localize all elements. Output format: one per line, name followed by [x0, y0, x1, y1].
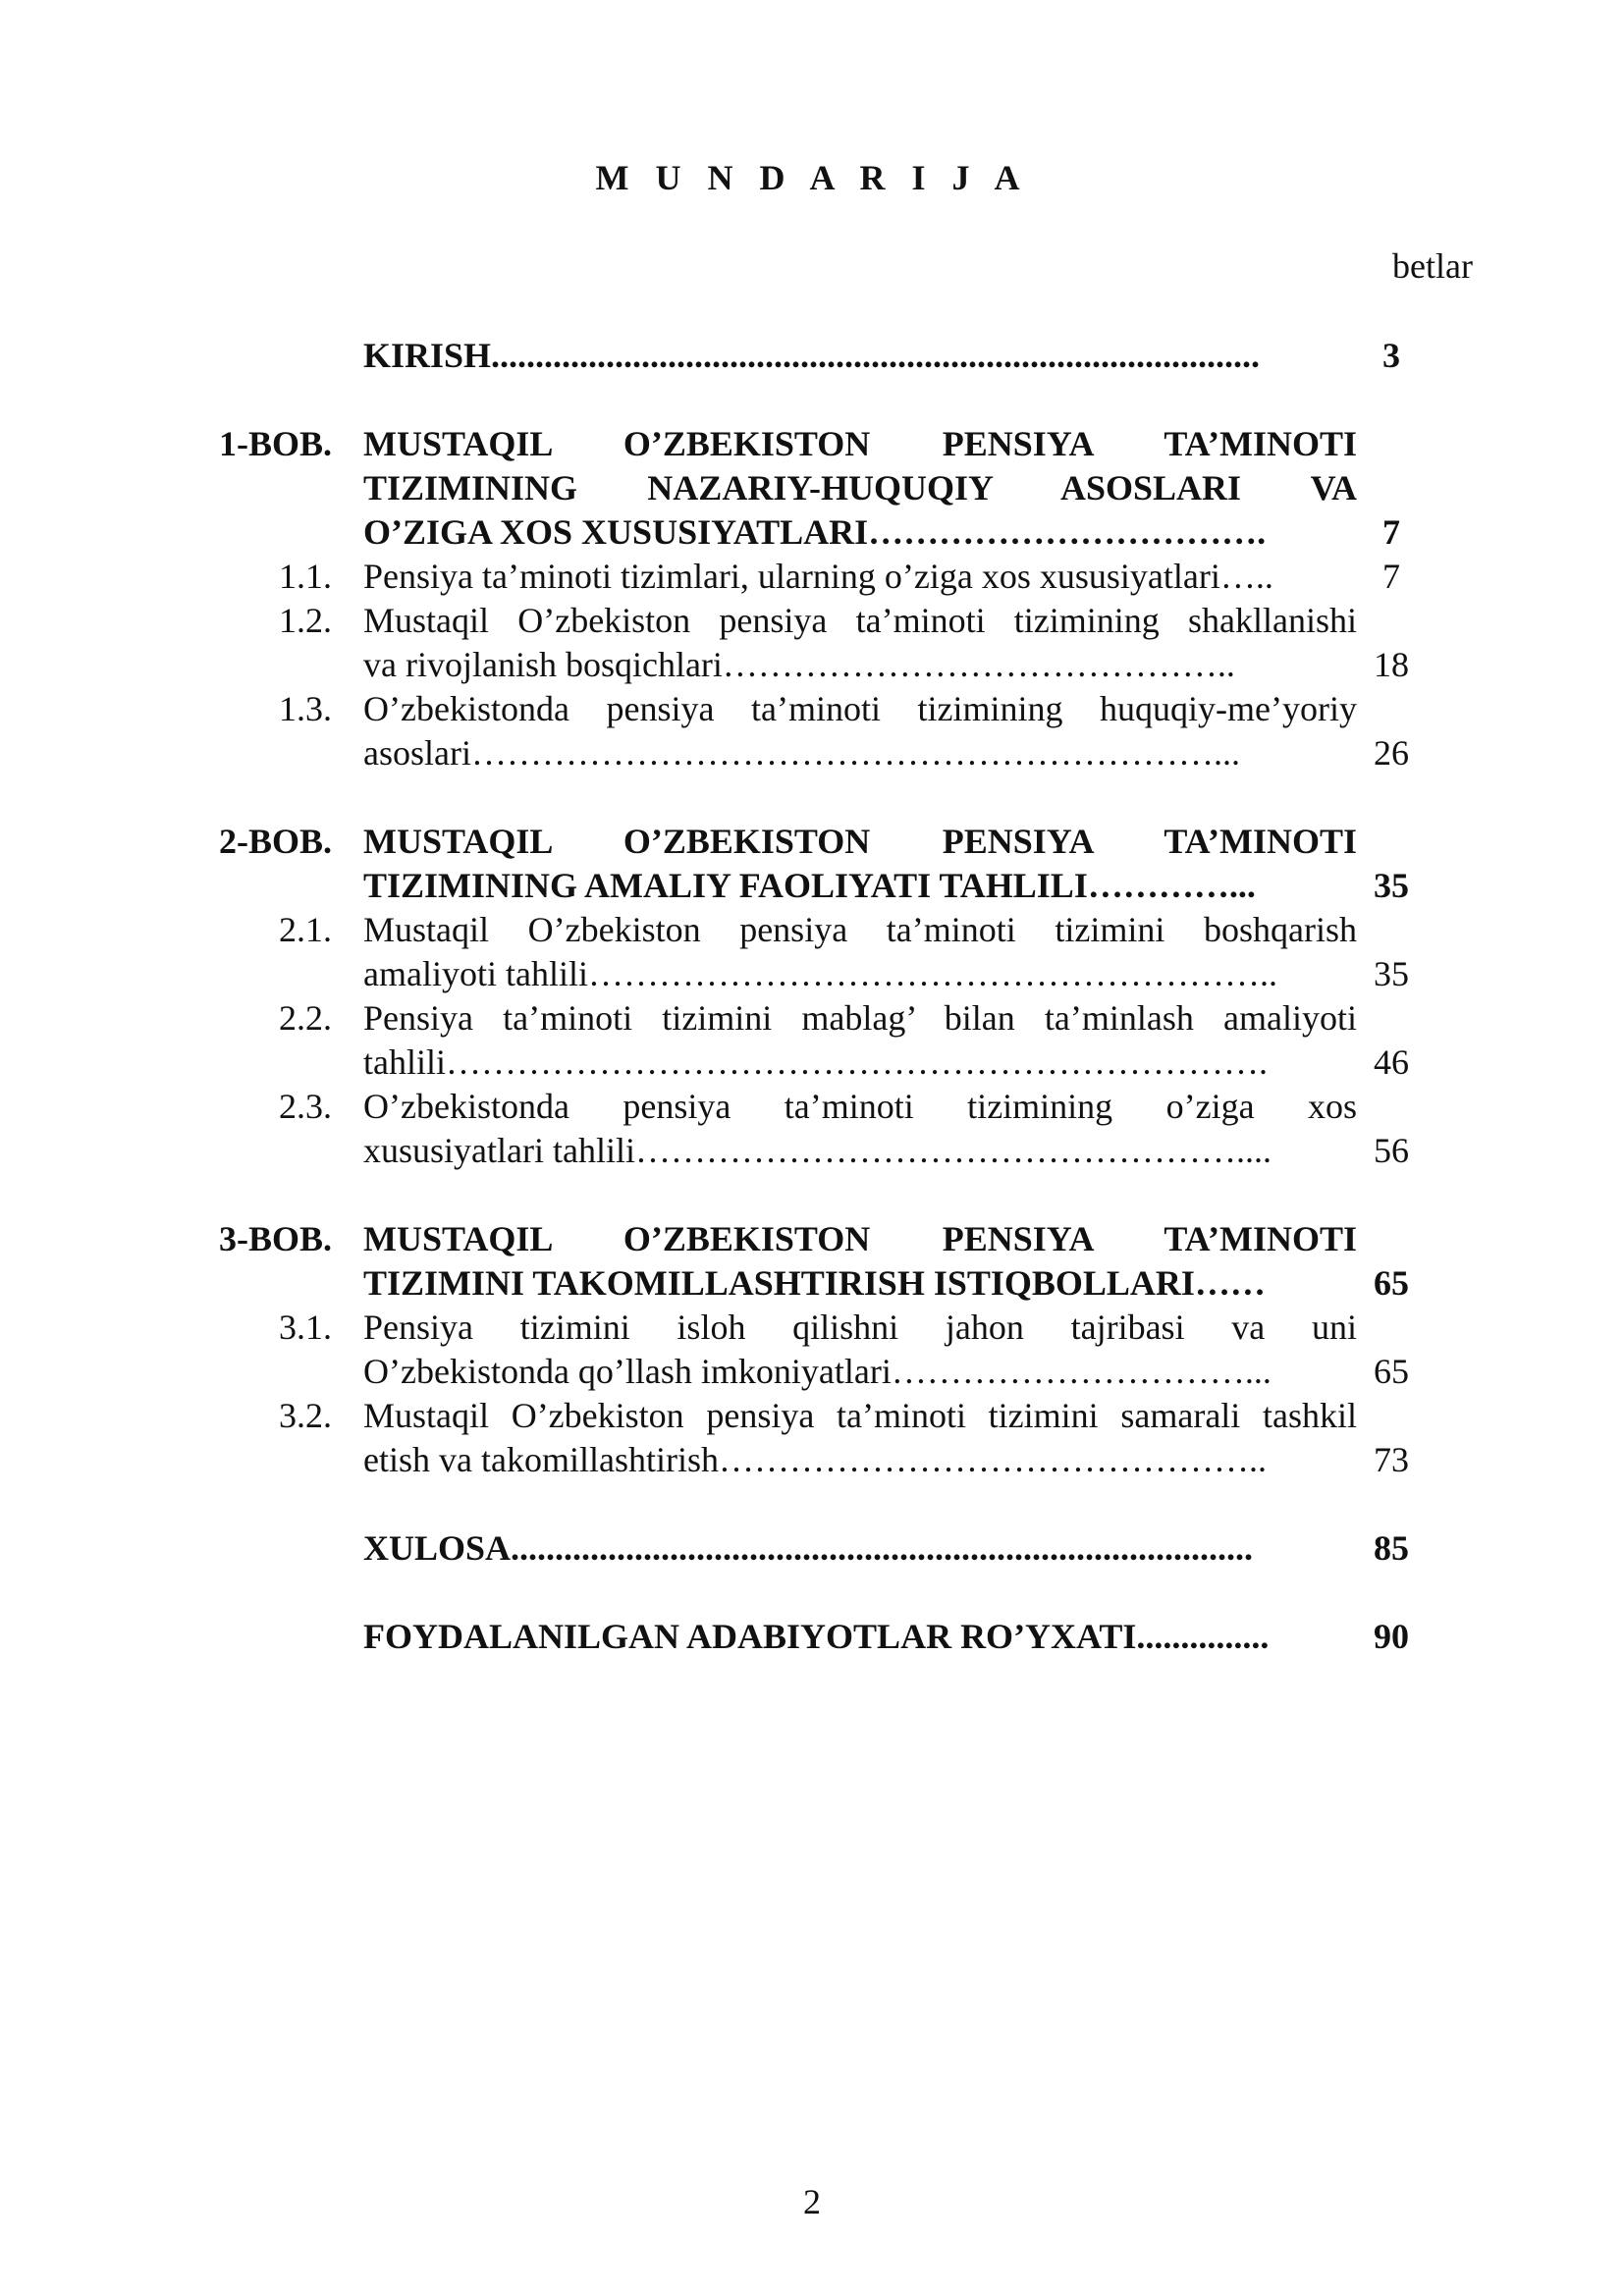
toc-page-number: 3 — [1382, 336, 1400, 375]
table-of-contents — [0, 334, 1624, 1659]
toc-page-number: 65 — [1374, 1352, 1409, 1391]
toc-page-number: 56 — [1374, 1131, 1409, 1170]
page-title: M U N D A R I J A — [595, 158, 1029, 197]
section-title-line: etish va takomillashtirish……………………………………….. — [363, 1440, 1267, 1479]
section-title-line: Mustaqil O’zbekiston pensiya ta’minoti tizimini samarali tashkil — [363, 1396, 1357, 1435]
toc-page-number: 35 — [1374, 866, 1409, 905]
toc-entry-title: XULOSA.................................................................................... — [363, 1528, 1254, 1568]
section-number: 3.2. — [279, 1396, 332, 1435]
toc-section-2-1[interactable] — [0, 908, 1624, 996]
toc-section-1-1[interactable] — [0, 555, 1624, 599]
section-title-line: tahlili……………………………………………………………. — [363, 1042, 1268, 1082]
chapter-title-line: TIZIMINING NAZARIY-HUQUQIY ASOSLARI VA — [363, 468, 1357, 507]
toc-section-1-3[interactable] — [0, 687, 1624, 775]
chapter-title-line: O’ZIGA XOS XUSUSIYATLARI……………………………. — [363, 512, 1267, 552]
toc-page-number: 85 — [1374, 1528, 1409, 1568]
section-title-line: Pensiya ta’minoti tizimlari, ularning o’ziga xos xususiyatlari….. — [363, 557, 1273, 596]
section-title-line: amaliyoti tahlili………………………………………………….. — [363, 954, 1277, 993]
toc-chapter-3[interactable] — [0, 1217, 1624, 1306]
section-number: 1.2. — [279, 601, 332, 640]
chapter-title-line: TIZIMINING AMALIY FAOLIYATI TAHLILI…………... — [363, 866, 1256, 905]
section-title-line: xususiyatlari tahlili…………………………………………….... — [363, 1131, 1272, 1170]
section-number: 2.3. — [279, 1087, 332, 1126]
section-number: 1.1. — [279, 557, 332, 596]
chapter-number: 3-BOB. — [218, 1219, 332, 1258]
toc-page-number: 7 — [1382, 557, 1400, 596]
section-number: 2.2. — [279, 998, 332, 1038]
toc-section-3-1[interactable] — [0, 1306, 1624, 1394]
toc-page-number: 18 — [1374, 645, 1409, 684]
section-title-line: Mustaqil O’zbekiston pensiya ta’minoti tizimining shakllanishi — [363, 601, 1357, 640]
section-title-line: O’zbekistonda qo’llash imkoniyatlari…………………………... — [363, 1352, 1272, 1391]
chapter-title-line: TIZIMINI TAKOMILLASHTIRISH ISTIQBOLLARI…… — [363, 1263, 1266, 1303]
toc-page-number: 90 — [1374, 1617, 1409, 1656]
page-number: 2 — [803, 2182, 821, 2221]
section-title-line: O’zbekistonda pensiya ta’minoti tizimining o’ziga xos — [363, 1087, 1357, 1126]
toc-page-number: 7 — [1382, 512, 1400, 552]
chapter-title-line: MUSTAQIL O’ZBEKISTON PENSIYA TA’MINOTI — [363, 424, 1357, 463]
toc-page-number: 46 — [1374, 1042, 1409, 1082]
chapter-number: 1-BOB. — [218, 424, 332, 463]
toc-entry-kirish[interactable] — [0, 334, 1624, 378]
toc-page-number: 65 — [1374, 1263, 1409, 1303]
section-title-line: O’zbekistonda pensiya ta’minoti tizimining huquqiy-me’yoriy — [363, 689, 1357, 728]
toc-section-3-2[interactable] — [0, 1394, 1624, 1482]
section-title-line: asoslari………………………………………………………... — [363, 733, 1240, 773]
section-title-line: Pensiya tizimini isloh qilishni jahon tajribasi va uni — [363, 1308, 1357, 1347]
section-title-line: va rivojlanish bosqichlari…………………………………….. — [363, 645, 1235, 684]
toc-section-2-3[interactable] — [0, 1085, 1624, 1173]
toc-section-1-2[interactable] — [0, 599, 1624, 687]
toc-section-2-2[interactable] — [0, 996, 1624, 1085]
chapter-number: 2-BOB. — [218, 822, 332, 861]
toc-entry-xulosa[interactable] — [0, 1526, 1624, 1571]
toc-page-number: 35 — [1374, 954, 1409, 993]
toc-page-number: 73 — [1374, 1440, 1409, 1479]
pages-column-header: betlar — [1392, 246, 1473, 286]
section-number: 2.1. — [279, 910, 332, 949]
section-title-line: Mustaqil O’zbekiston pensiya ta’minoti tizimini boshqarish — [363, 910, 1357, 949]
toc-chapter-2[interactable] — [0, 820, 1624, 908]
toc-entry-title: FOYDALANILGAN ADABIYOTLAR RO’YXATI............... — [363, 1617, 1270, 1656]
chapter-title-line: MUSTAQIL O’ZBEKISTON PENSIYA TA’MINOTI — [363, 822, 1357, 861]
section-number: 1.3. — [279, 689, 332, 728]
toc-page-number: 26 — [1374, 733, 1409, 773]
toc-entry-title: KIRISH....................................................................................... — [363, 336, 1261, 375]
toc-chapter-1[interactable] — [0, 422, 1624, 555]
section-title-line: Pensiya ta’minoti tizimini mablag’ bilan ta’minlash amaliyoti — [363, 998, 1357, 1038]
section-number: 3.1. — [279, 1308, 332, 1347]
chapter-title-line: MUSTAQIL O’ZBEKISTON PENSIYA TA’MINOTI — [363, 1219, 1357, 1258]
toc-entry-references[interactable] — [0, 1615, 1624, 1659]
